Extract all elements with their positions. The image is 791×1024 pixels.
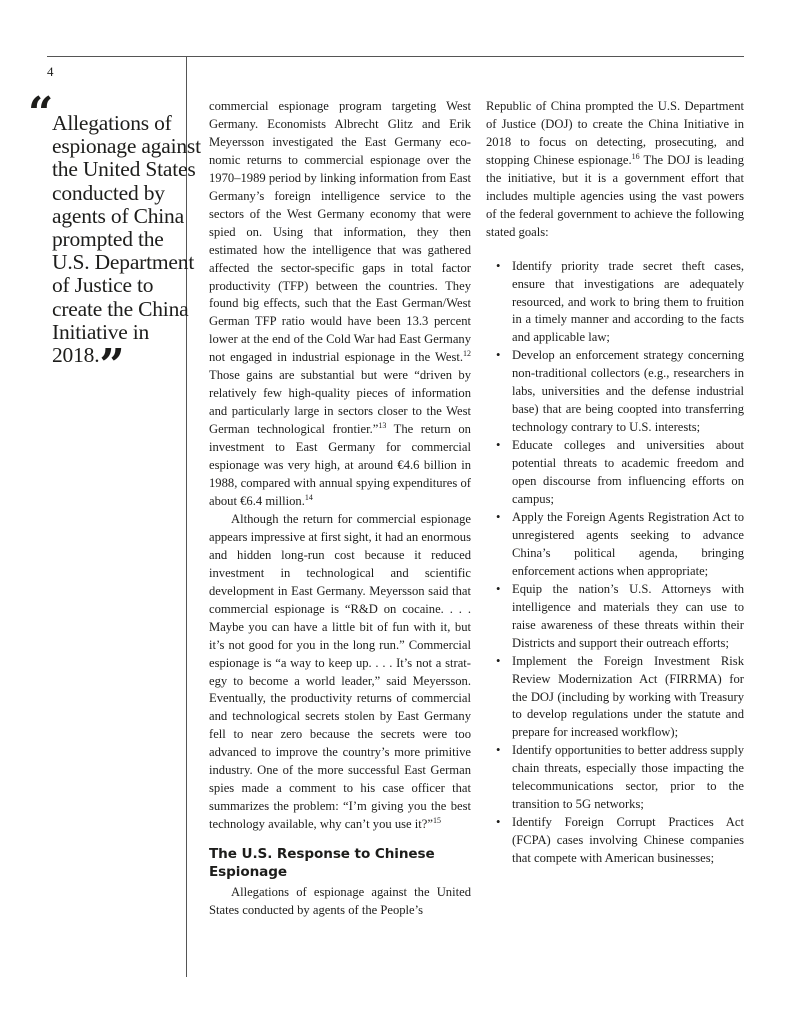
list-item — [486, 581, 744, 653]
paragraph — [486, 98, 744, 242]
paragraph — [209, 884, 471, 920]
paragraph — [209, 511, 471, 834]
goals-list — [486, 258, 744, 868]
footnote-ref[interactable]: 12 — [463, 349, 471, 359]
open-quote-mark-icon: “ — [28, 88, 51, 139]
close-quote-mark-icon: ” — [99, 340, 122, 392]
footnote-ref[interactable]: 13 — [378, 420, 387, 430]
list-item — [486, 742, 744, 814]
bullet-icon: • — [496, 438, 501, 453]
bullet-icon: • — [496, 258, 501, 273]
list-item — [486, 437, 744, 509]
header-rule — [47, 56, 744, 57]
list-item-text: Identify opportunities to better address supply chain threats, especially those impacting the telecommunications sector, prior to the transition to 5G networks; — [512, 743, 744, 812]
list-item — [486, 258, 744, 348]
paragraph-text: Although the return for commercial espionage appears impressive at first sight, it had an enormous and hidden long-run cost because it reduced investment in technological and scientific development in East Germany. Meyersson said that commercial espionage is “R&D on cocaine. . . . Maybe you can have a little bit of fun with it, but it’s not good for you in the long run.” Commercial espionage is “a way to keep up. . . . It’s not a strategy to become a world leader,” said Meyersson. Eventually, the productivity returns of commercial and technological secrets stolen by East Germany fell to near zero because the secrets were too advanced to improve the country’s more primitive industry. One of the more successful East German spies made a comment to his case officer that summarizes the problem: “I’m giving you the best technology available, why can’t you use it?” — [209, 511, 471, 832]
paragraph-text: Republic of China prompted the U.S. Department of Justice (DOJ) to create the China Initiative in 2018 to focus on detecting, prosecuting, and stopping Chinese espionage. — [486, 99, 744, 167]
footnote-ref[interactable]: 15 — [432, 815, 441, 825]
list-item-text: Implement the Foreign Investment Risk Review Modernization Act (FIRRMA) for the DOJ (including by working with Treasury to develop regulations under the statute and prepare for increased workflow); — [512, 653, 744, 740]
list-item — [486, 347, 744, 437]
bullet-icon: • — [496, 348, 501, 363]
paragraph-text: The DOJ is leading the initiative, but it is a government effort that includes multiple agencies using the vast powers of the federal government to achieve the following stated goals: — [486, 152, 744, 239]
page-number: 4 — [47, 64, 54, 79]
paragraph-text: The return on investment to East Germany for commercial espionage was very high, at around €4.6 billion in 1988, compared with annual spying expenditures of about €6.4 million. — [209, 422, 471, 508]
body-column-right — [486, 98, 744, 868]
list-item — [486, 814, 744, 868]
footnote-ref[interactable]: 16 — [631, 151, 640, 161]
bullet-icon: • — [496, 653, 501, 668]
pull-quote-text-block — [52, 111, 202, 392]
paragraph-text: Allegations of espionage against the United States conducted by agents of the People’s — [209, 884, 471, 917]
list-item-text: Equip the nation’s U.S. Attorneys with intelligence and materials they can use to raise awareness of these threats within their Districts and support their outreach efforts; — [512, 581, 744, 650]
pull-quote-text: Allegations of espionage against the United States conducted by agents of China prompted the U.S. Department of Justice to create the China Initiative in 2018. — [52, 111, 201, 368]
list-item — [486, 653, 744, 743]
list-item-text: Educate colleges and universities about potential threats to academic freedom and open discourse from influencing efforts on campus; — [512, 438, 744, 507]
bullet-icon: • — [496, 815, 501, 830]
list-item-text: Develop an enforcement strategy concerning non-traditional collectors (e.g., researchers in labs, universities and the defense industrial base) that are being coopted into transferring technology contrary to U.S. interests; — [512, 348, 744, 435]
bullet-icon: • — [496, 509, 501, 524]
section-heading: The U.S. Response to Chinese Espionage — [209, 846, 435, 881]
paragraph — [209, 98, 471, 511]
list-item — [486, 509, 744, 581]
bullet-icon: • — [496, 581, 501, 596]
paragraph-text: commercial espionage program targeting West Germany. Economists Albrecht Glitz and Erik Meyersson investigated the East Germany economic returns to commercial espionage over the 1970–1989 period by linking information from East Germany’s foreign intelligence service to the sectors of the West Germany economy that were spied on. Using that information, they then estimated how the intelligence that was gathered affected the sector-specific gaps in total factor productivity (TFP) between the countries. They found big effects, such that the East German/West German TFP ratio would have been 13.3 percent lower at the end of the Cold War had East Germany not engaged in industrial espionage in the West. — [209, 99, 471, 365]
paragraph-text: Those gains are substantial but were “driven by relatively few high-quality pieces of information and particularly large in sectors closer to the West German technological frontier.” — [209, 368, 471, 437]
list-item-text: Identify Foreign Corrupt Practices Act (FCPA) cases involving Chinese companies that compete with American businesses; — [512, 815, 744, 866]
footnote-ref[interactable]: 14 — [304, 492, 313, 502]
bullet-icon: • — [496, 743, 501, 758]
list-item-text: Identify priority trade secret theft cases, ensure that investigations are adequately resourced, and work to bring them to fruition in a timely manner and according to the facts and applicable law; — [512, 258, 744, 345]
body-column-left — [209, 98, 471, 920]
list-item-text: Apply the Foreign Agents Registration Act to unregistered agents seeking to advance China’s political agenda, bringing enforcement actions when appropriate; — [512, 509, 744, 578]
